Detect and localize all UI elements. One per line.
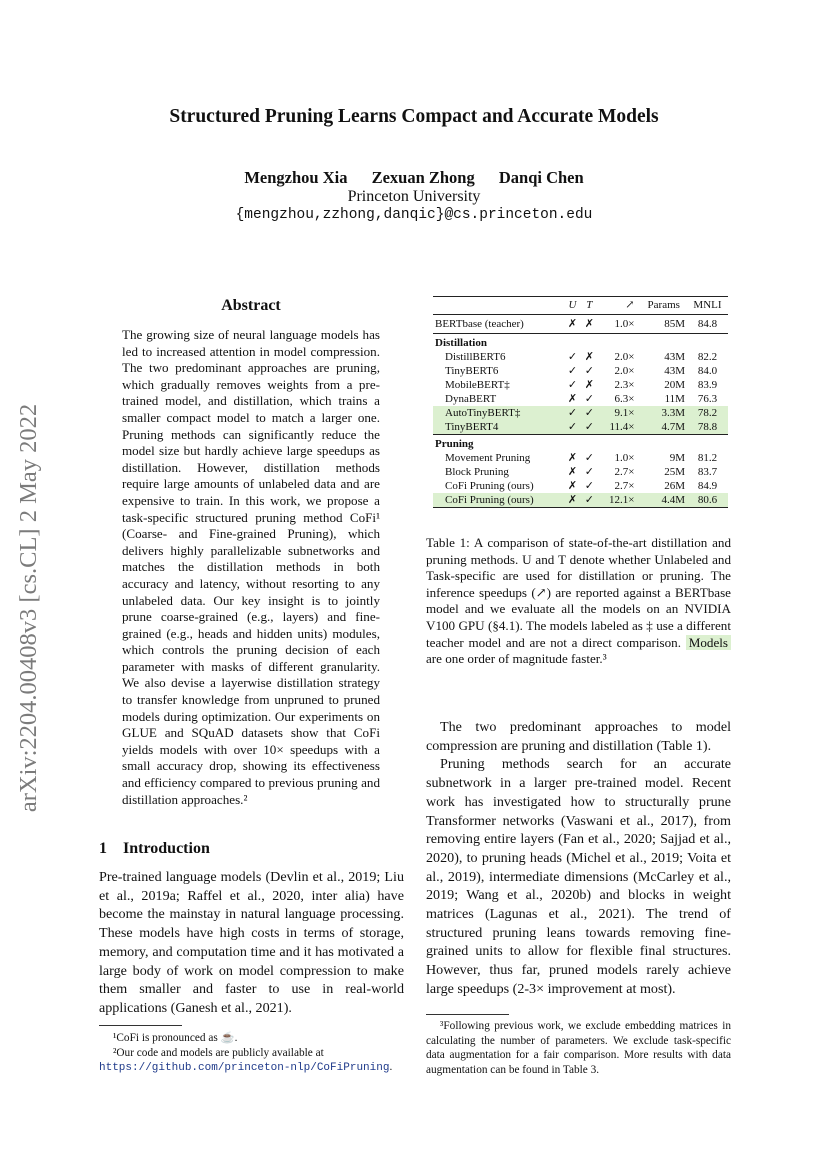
footnotes-left — [99, 1031, 404, 1076]
table-cell-u: ✓ — [567, 351, 578, 363]
table-cell-speedup: 2.3× — [614, 379, 635, 391]
section-title: Introduction — [123, 840, 210, 857]
table-cell-u: ✗ — [567, 393, 578, 405]
table-cell-t: ✗ — [584, 318, 594, 330]
code-repository-link[interactable]: https://github.com/princeton-nlp/CoFiPruning — [99, 1062, 390, 1074]
table-row-highlighted — [433, 420, 728, 435]
table-row-teacher — [433, 315, 728, 334]
table-cell-mnli: 84.8 — [697, 318, 718, 330]
table-cell-mnli: 83.9 — [697, 379, 718, 391]
table-cell-t: ✓ — [584, 365, 594, 377]
table-header-unlabeled: U — [568, 299, 577, 311]
section-number: 1 — [99, 840, 107, 857]
table-row — [433, 350, 728, 364]
table-row — [433, 392, 728, 406]
table-cell-speedup: 6.3× — [614, 393, 635, 405]
table-cell-params: 4.4M — [661, 494, 685, 506]
comparison-table — [433, 296, 728, 508]
table-cell-model: CoFi Pruning (ours) — [445, 480, 534, 492]
introduction-paragraph — [99, 868, 404, 1018]
table-cell-speedup: 2.0× — [614, 351, 635, 363]
table-group-pruning — [433, 435, 728, 452]
table-row — [433, 378, 728, 392]
footnote-2-end: . — [389, 1061, 393, 1073]
table-cell-params: 4.7M — [661, 421, 685, 433]
table-row — [433, 364, 728, 378]
table-cell-speedup: 2.7× — [614, 480, 635, 492]
author-name: Zexuan Zhong — [371, 168, 475, 187]
abstract-heading: Abstract — [221, 297, 281, 314]
footnote-2-text: ²Our code and models are publicly available at — [113, 1046, 324, 1059]
table-cell-mnli: 84.9 — [697, 480, 718, 492]
footnote-1: ¹CoFi is pronounced as ☕. — [113, 1032, 238, 1044]
footnote-2 — [99, 1046, 404, 1076]
table-cell-u: ✗ — [567, 466, 578, 478]
table-cell-model: Movement Pruning — [445, 452, 531, 464]
table-cell-t: ✗ — [584, 379, 594, 391]
table-cell-params: 20M — [664, 379, 685, 391]
table-cell-speedup: 1.0× — [614, 318, 635, 330]
table-cell-u: ✓ — [567, 407, 578, 419]
footnote-rule — [99, 1025, 182, 1026]
abstract-text: The growing size of neural language models has led to increased attention in model compression. The two predominant approaches are pruning, which gradually removes weights from a pre-trained model, and distillation, which trains a smaller compact model to match a larger one. Pruning methods can significantly reduce the model size but hardly achieve large speedups as distillation. However, distillation methods require large amounts of unlabeled data and are expensive to train. In this work, we propose a task-specific structured pruning method CoFi¹ (Coarse- and Fine-grained Pruning), which delivers highly parallelizable subnetworks and matches the distillation methods in both accuracy and latency, without resorting to any unlabeled data. Our key insight is to jointly prune coarse-grained (e.g., layers) and fine-grained (e.g., heads and hidden units) modules, which controls the pruning decision of each parameter with masks of different granularity. We also devise a layerwise distillation strategy to transfer knowledge from unpruned to pruned models during optimization. Our experiments on GLUE and SQuAD datasets show that CoFi yields models with over 10× speedups with a small accuracy drop, showing its effectiveness and efficiency compared to previous pruning and distillation approaches.² — [122, 327, 380, 807]
author-email: {mengzhou,zzhong,danqic}@cs.princeton.edu — [235, 207, 593, 223]
footnotes-right — [426, 1019, 731, 1077]
author-name: Danqi Chen — [498, 168, 584, 187]
table-cell-speedup: 1.0× — [614, 452, 635, 464]
table-cell-mnli: 80.6 — [697, 494, 718, 506]
right-column-body — [426, 718, 731, 999]
table-cell-model: MobileBERT‡ — [445, 379, 510, 391]
table-cell-params: 25M — [664, 466, 685, 478]
caption-text: A comparison of state-of-the-art distillation and pruning methods. U and T denote whether Unlabeled and Task-specific are used for distillation or pruning. The inference speedups (↗) are reported against a BERTbase model and we evaluate all the models on an NVIDIA V100 GPU (§4.1). The models labeled as ‡ use a different teacher model and are not a direct comparison. — [426, 535, 731, 650]
table-header-mnli: MNLI — [693, 299, 722, 311]
table-row-highlighted — [433, 493, 728, 508]
table-cell-t: ✓ — [584, 480, 594, 492]
table-cell-params: 85M — [664, 318, 685, 330]
table-header-method — [433, 297, 564, 315]
section-heading-introduction — [99, 840, 210, 858]
table-cell-params: 43M — [664, 351, 685, 363]
caption-label: Table 1: — [426, 535, 470, 550]
table-cell-speedup: 9.1× — [614, 407, 635, 419]
table-cell-u: ✓ — [567, 365, 578, 377]
author-list — [0, 168, 828, 188]
arxiv-identifier: arXiv:2204.00408v3 [cs.CL] 2 May 2022 — [15, 403, 42, 813]
table-group-label: Pruning — [435, 438, 474, 450]
table-cell-params: 3.3M — [661, 407, 685, 419]
table-cell-t: ✓ — [584, 407, 594, 419]
table-cell-model: TinyBERT6 — [445, 365, 499, 377]
table-row-highlighted — [433, 406, 728, 420]
paper-title: Structured Pruning Learns Compact and Accurate Models — [169, 106, 659, 127]
table-cell-model: TinyBERT4 — [445, 421, 499, 433]
table-cell-params: 11M — [664, 393, 685, 405]
table-caption — [426, 535, 731, 668]
table-cell-speedup: 11.4× — [609, 421, 635, 433]
table-group-label: Distillation — [435, 337, 487, 349]
table-header-params: Params — [647, 299, 680, 311]
caption-highlight: Models — [686, 635, 731, 650]
affiliation: Princeton University — [347, 188, 481, 205]
table-cell-speedup: 2.0× — [614, 365, 635, 377]
table-cell-t: ✗ — [584, 351, 594, 363]
table-cell-model: BERTbase (teacher) — [435, 318, 524, 330]
table-cell-u: ✓ — [567, 379, 578, 391]
table-row — [433, 451, 728, 465]
table-cell-model: DynaBERT — [445, 393, 497, 405]
table-cell-mnli: 78.2 — [697, 407, 718, 419]
table-row — [433, 479, 728, 493]
table-header-task-specific: T — [586, 299, 593, 311]
table-header-speedup: ↗ — [625, 299, 635, 311]
table-cell-mnli: 78.8 — [697, 421, 718, 433]
table-cell-params: 26M — [664, 480, 685, 492]
table-cell-model: DistillBERT6 — [445, 351, 506, 363]
table-cell-u: ✗ — [567, 494, 578, 506]
table-cell-mnli: 82.2 — [697, 351, 718, 363]
table-cell-mnli: 76.3 — [697, 393, 718, 405]
table-cell-params: 43M — [664, 365, 685, 377]
table-cell-mnli: 81.2 — [697, 452, 718, 464]
intro-text: Pre-trained language models (Devlin et al., 2019; Liu et al., 2019a; Raffel et al., 2020, inter alia) have become the mainstay in natural language processing. These models have high costs in terms of storage, memory, and computation time and it has motivated a large body of work on model compression to make them smaller and faster to use in real-world applications (Ganesh et al., 2021). — [99, 869, 404, 1016]
footnote-rule — [426, 1014, 509, 1015]
table-cell-speedup: 2.7× — [614, 466, 635, 478]
table-row — [433, 465, 728, 479]
table-cell-t: ✓ — [584, 466, 594, 478]
table-cell-t: ✓ — [584, 452, 594, 464]
table-cell-u: ✗ — [567, 318, 578, 330]
table-cell-t: ✓ — [584, 421, 594, 433]
table-cell-t: ✓ — [584, 393, 594, 405]
table-cell-model: AutoTinyBERT‡ — [445, 407, 521, 419]
table-group-distillation — [433, 334, 728, 351]
author-name: Mengzhou Xia — [244, 168, 348, 187]
table-cell-mnli: 83.7 — [697, 466, 718, 478]
table-cell-model: CoFi Pruning (ours) — [445, 494, 534, 506]
table-cell-mnli: 84.0 — [697, 365, 718, 377]
table-cell-model: Block Pruning — [445, 466, 509, 478]
footnote-3: ³Following previous work, we exclude embedding matrices in calculating the number of parameters. We exclude task-specific data augmentation for a fair comparison. More results with data augmentation can be found in Table 3. — [426, 1020, 731, 1076]
table-cell-u: ✗ — [567, 480, 578, 492]
table-cell-u: ✗ — [567, 452, 578, 464]
paragraph-pruning-methods: Pruning methods search for an accurate subnetwork in a larger pre-trained model. Recent work has investigated how to structurally prune Transformer networks (Vaswani et al., 2017), from removing entire layers (Fan et al., 2020; Sajjad et al., 2020), to pruning heads (Michel et al., 2019; Voita et al., 2019), intermediate dimensions (McCarley et al., 2019; Wang et al., 2020b) and blocks in weight matrices (Lagunas et al., 2021). The trend of structured pruning leans towards removing fine-grained units to allow for flexible final structures. However, thus far, pruned models rarely achieve large speedups (2-3× improvement at most). — [426, 756, 731, 997]
table-cell-t: ✓ — [584, 494, 594, 506]
table-cell-speedup: 12.1× — [609, 494, 635, 506]
table-cell-params: 9M — [669, 452, 685, 464]
caption-tail: are one order of magnitude faster.³ — [426, 651, 607, 667]
table-cell-u: ✓ — [567, 421, 578, 433]
paragraph-approaches: The two predominant approaches to model compression are pruning and distillation (Table 1). — [426, 719, 731, 754]
